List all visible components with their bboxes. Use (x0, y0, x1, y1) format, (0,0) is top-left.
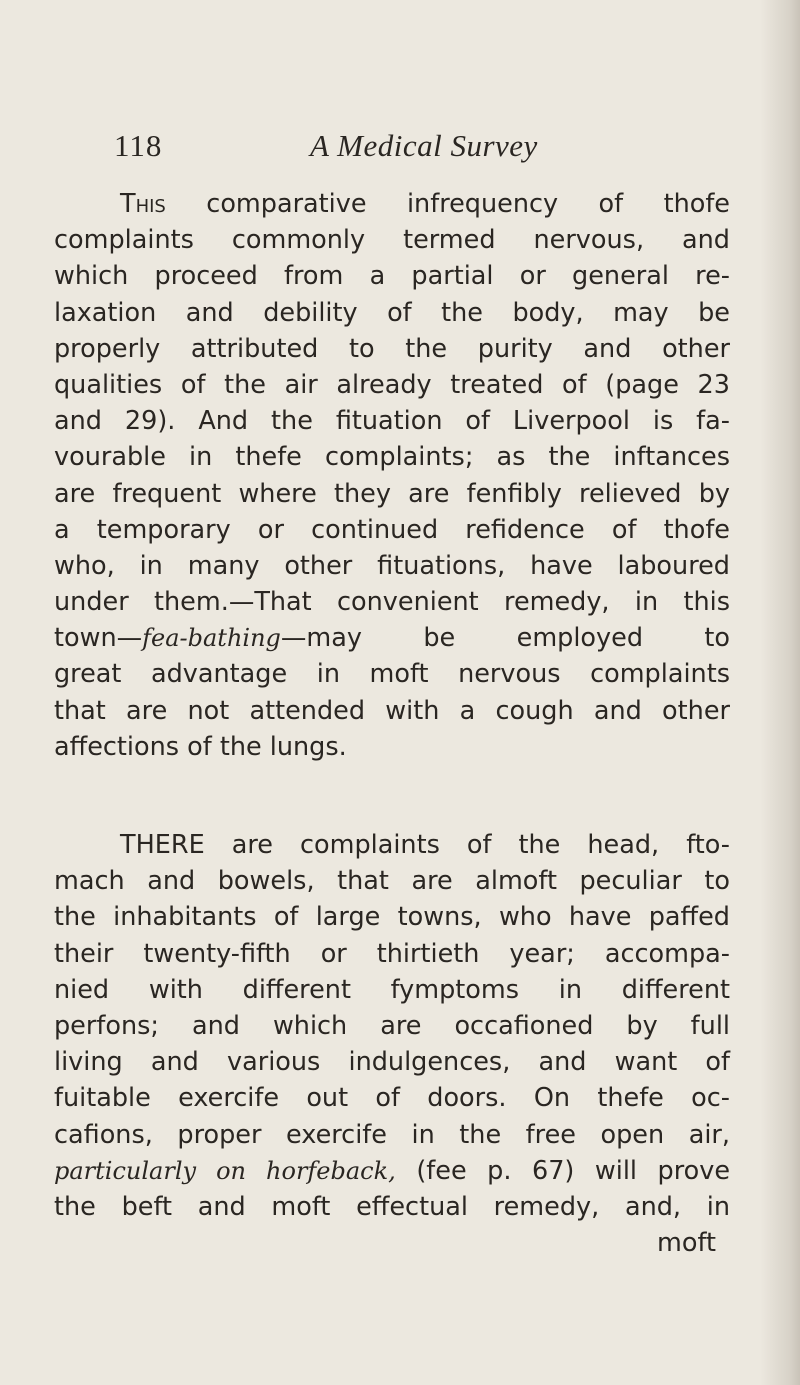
text-line: a temporary or continued refidence of thofe (54, 514, 730, 545)
text-line: town—fea-bathing—may be employed to (54, 623, 730, 654)
catchword: moft (657, 1228, 716, 1259)
text-line: affections of the lungs. (54, 731, 347, 762)
page-number: 118 (114, 128, 163, 163)
body-text (54, 186, 730, 1261)
running-title: A Medical Survey (310, 128, 538, 163)
text-line: nied with different fymptoms in different (54, 974, 730, 1005)
text-line: that are not attended with a cough and other (54, 695, 730, 726)
text-line: laxation and debility of the body, may be (54, 297, 730, 328)
running-head (114, 128, 714, 172)
text-line: the inhabitants of large towns, who have paffed (54, 902, 730, 933)
text-line: properly attributed to the purity and other (54, 333, 730, 364)
paragraph-spacer (54, 765, 730, 827)
text-line: particularly on horfeback, (fee p. 67) will prove (54, 1155, 731, 1186)
paragraph-lead-word: This (120, 189, 166, 219)
text-line: their twenty-fifth or thirtieth year; accompa- (54, 938, 730, 969)
italic-phrase: fea-bathing (142, 624, 281, 653)
text-line: the beft and moft effectual remedy, and, in (54, 1191, 730, 1222)
italic-phrase: particularly on horfeback, (54, 1156, 396, 1185)
text-line: This comparative infrequency of thofe (120, 189, 730, 219)
text-line: qualities of the air already treated of (page 23 (54, 369, 730, 400)
text-line: which proceed from a partial or general re- (54, 261, 730, 292)
text-line: are frequent where they are fenfibly relieved by (54, 478, 730, 509)
text-line: THERE are complaints of the head, fto- (120, 830, 730, 860)
text-line: cafions, proper exercife in the free open air, (54, 1119, 730, 1150)
text-line: and 29). And the fituation of Liverpool is fa- (54, 406, 730, 437)
text-line: under them.—That convenient remedy, in this (54, 587, 730, 618)
text-line: vourable in thefe complaints; as the inftances (54, 442, 730, 473)
paragraph-1 (54, 186, 730, 765)
text-line: mach and bowels, that are almoft peculiar to (54, 866, 730, 897)
text-line: who, in many other fituations, have laboured (54, 550, 730, 581)
paragraph-2 (54, 827, 730, 1261)
text-line: complaints commonly termed nervous, and (54, 225, 730, 256)
text-line: living and various indulgences, and want of (54, 1047, 730, 1078)
text-line: fuitable exercife out of doors. On thefe oc- (54, 1083, 730, 1114)
text-line: great advantage in moft nervous complaints (54, 659, 730, 690)
text-line: perfons; and which are occafioned by full (54, 1010, 730, 1041)
